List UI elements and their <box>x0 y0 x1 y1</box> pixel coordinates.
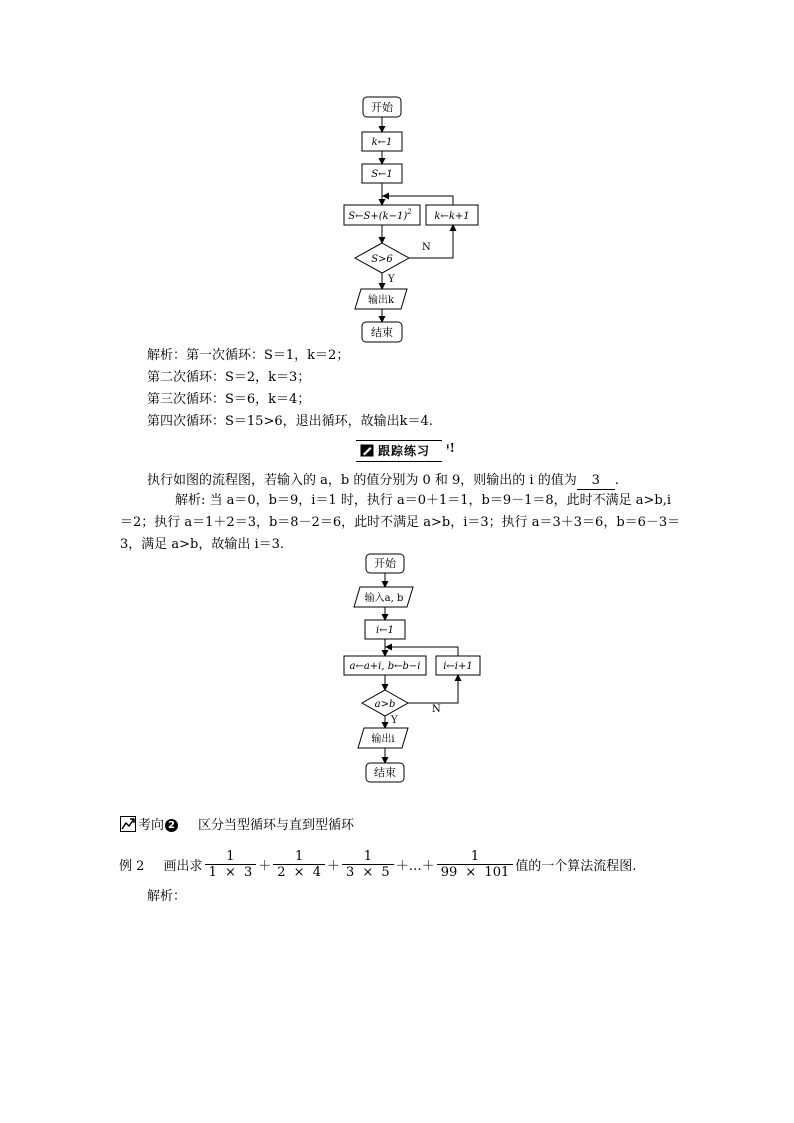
analysis1-line4: 第四次循环：S＝15>6，退出循环，故输出k＝4. <box>147 414 433 429</box>
trend-arrow-icon <box>120 816 136 832</box>
flow2-end-text: 结束 <box>374 766 396 779</box>
flow1-init-k-text: k←1 <box>371 137 393 148</box>
flowchart-1 <box>344 97 478 342</box>
section-label: 考向 2 <box>138 816 178 836</box>
section-number-badge: 2 <box>165 819 178 832</box>
example-label: 例 2 <box>119 859 145 874</box>
pencil-book-icon <box>360 444 374 457</box>
flow2-input-text: 输入a, b <box>364 593 404 604</box>
fraction-1: $\frac{1}{1 \times 3}$ <box>205 849 257 880</box>
flow2-output-text: 输出i <box>371 734 395 745</box>
flow2-update-i-text: i←i+1 <box>443 661 473 672</box>
flow1-update-s-text: $S\leftarrow S+(k-1)^2$ <box>348 208 412 222</box>
example-prefix: 画出求 <box>163 859 203 874</box>
flow2-yes-label: Y <box>391 715 398 726</box>
practice-question-end: . <box>614 473 619 488</box>
example-2 <box>118 849 637 880</box>
practice-analysis-line3: 3，满足 a>b，故输出 i＝3. <box>120 537 285 552</box>
fraction-3: $\frac{1}{3 \times 5}$ <box>342 849 394 880</box>
plus-sign-2: ＋ <box>326 859 340 874</box>
practice-badge <box>356 440 442 462</box>
flow1-init-s-text: S←1 <box>371 169 393 180</box>
practice-question-text: 执行如图的流程图，若输入的 a，b 的值分别为 0 和 9，则输出的 i 的值为 <box>147 473 577 488</box>
fraction-2: $\frac{1}{2 \times 4}$ <box>273 849 325 880</box>
flow2-start-text: 开始 <box>374 557 396 570</box>
ellipsis: ＋…＋ <box>395 859 435 874</box>
flow1-condition-text: S>6 <box>371 254 393 265</box>
flow1-output-text: 输出k <box>367 295 395 306</box>
analysis1-line2: 第二次循环：S＝2，k＝3； <box>147 370 311 385</box>
practice-analysis-line2: ＝2；执行 a＝1＋2＝3，b＝8－2＝6，此时不满足 a>b，i＝3；执行 a＝3＋3＝6，b＝6－3＝ <box>120 515 681 530</box>
practice-question <box>147 470 619 492</box>
section-title: 区分当型循环与直到型循环 <box>198 818 355 833</box>
flow1-yes-label: Y <box>388 274 395 285</box>
practice-answer: 3 <box>577 473 615 490</box>
practice-analysis-line1: 解析: 当 a＝0，b＝9，i＝1 时，执行 a＝0＋1＝1，b＝9－1＝8，此时不满足 a>b,i <box>175 493 672 508</box>
exclaim-deco-icon: ᵎ! <box>446 441 455 455</box>
analysis1-line1: 解析：第一次循环：S＝1，k＝2； <box>147 348 350 363</box>
flow1-start-text: 开始 <box>371 101 393 114</box>
flow1-end-text: 结束 <box>371 326 393 339</box>
flowchart-2 <box>344 554 480 782</box>
fraction-4: $\frac{1}{99 \times 101}$ <box>437 849 514 880</box>
flow2-update-ab-text: a←a+i, b←b−i <box>349 661 421 672</box>
example-analysis: 解析： <box>147 889 187 904</box>
analysis1-line3: 第三次循环：S＝6，k＝4； <box>147 392 311 407</box>
practice-badge-text: 跟踪练习 <box>378 444 431 458</box>
plus-sign-1: ＋ <box>258 859 272 874</box>
example-suffix: 值的一个算法流程图. <box>515 859 637 874</box>
flow2-init-i-text: i←1 <box>376 625 394 636</box>
flow2-condition-text: a>b <box>374 699 396 710</box>
flow2-no-label: N <box>432 704 441 715</box>
flow1-update-k-text: k←k+1 <box>434 211 470 222</box>
flow1-no-label: N <box>422 242 431 253</box>
